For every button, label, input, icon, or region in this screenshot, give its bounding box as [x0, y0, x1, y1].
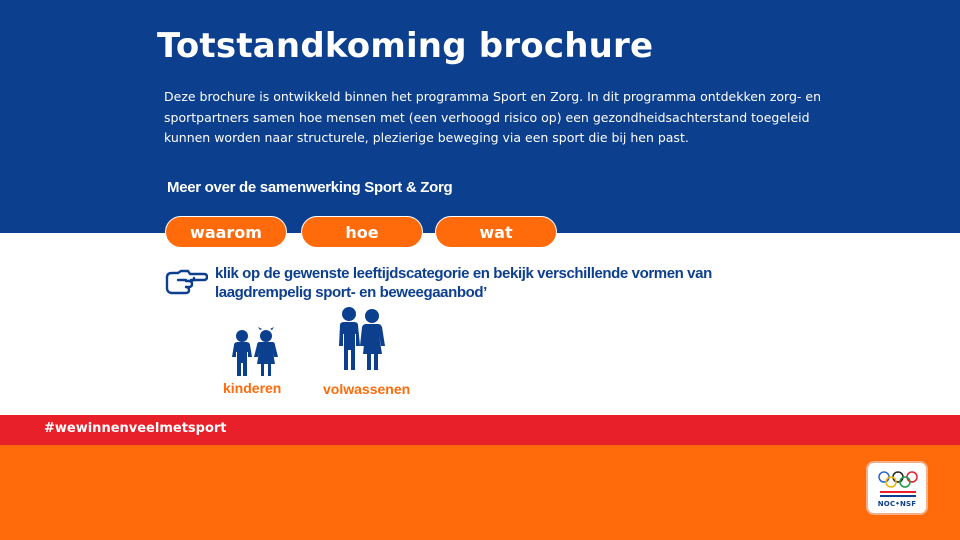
- adults-icon: [336, 306, 386, 372]
- logo-flag-stripes: [880, 491, 916, 497]
- pointing-hand-icon: [164, 268, 208, 296]
- intro-text: Deze brochure is ontwikkeld binnen het programma Sport en Zorg. In dit programma ontdekken zorg- en sportpartners samen hoe mensen met (een verhoogd risico op) een gezondheidsachterstand toegeleid kunnen worden naar structurele, plezierige beweging via een sport die bij hen past.: [164, 89, 821, 145]
- waarom-button[interactable]: waarom: [165, 216, 287, 248]
- hoe-button[interactable]: hoe: [301, 216, 423, 248]
- category-volwassenen[interactable]: [320, 306, 415, 400]
- content-band: [0, 233, 960, 415]
- footer-band: [0, 445, 960, 540]
- category-label-kinderen: kinderen: [223, 380, 282, 396]
- section-heading: Meer over de samenwerking Sport & Zorg: [167, 179, 453, 196]
- wat-button[interactable]: wat: [435, 216, 557, 248]
- logo-text: NOC•NSF: [877, 500, 917, 508]
- olympic-rings-icon: [877, 471, 919, 489]
- hashtag-text: #wewinnenveelmetsport: [44, 421, 227, 436]
- category-label-volwassenen: volwassenen: [323, 381, 411, 397]
- category-kinderen[interactable]: [222, 322, 292, 400]
- children-icon: [228, 326, 280, 378]
- instruction-text: klik op de gewenste leeftijdscategorie en bekijk verschillende vormen van laagdrempelig sport- en beweegaanbod’: [215, 265, 712, 301]
- noc-nsf-logo: [866, 461, 928, 515]
- page-title: Totstandkoming brochure: [157, 26, 654, 66]
